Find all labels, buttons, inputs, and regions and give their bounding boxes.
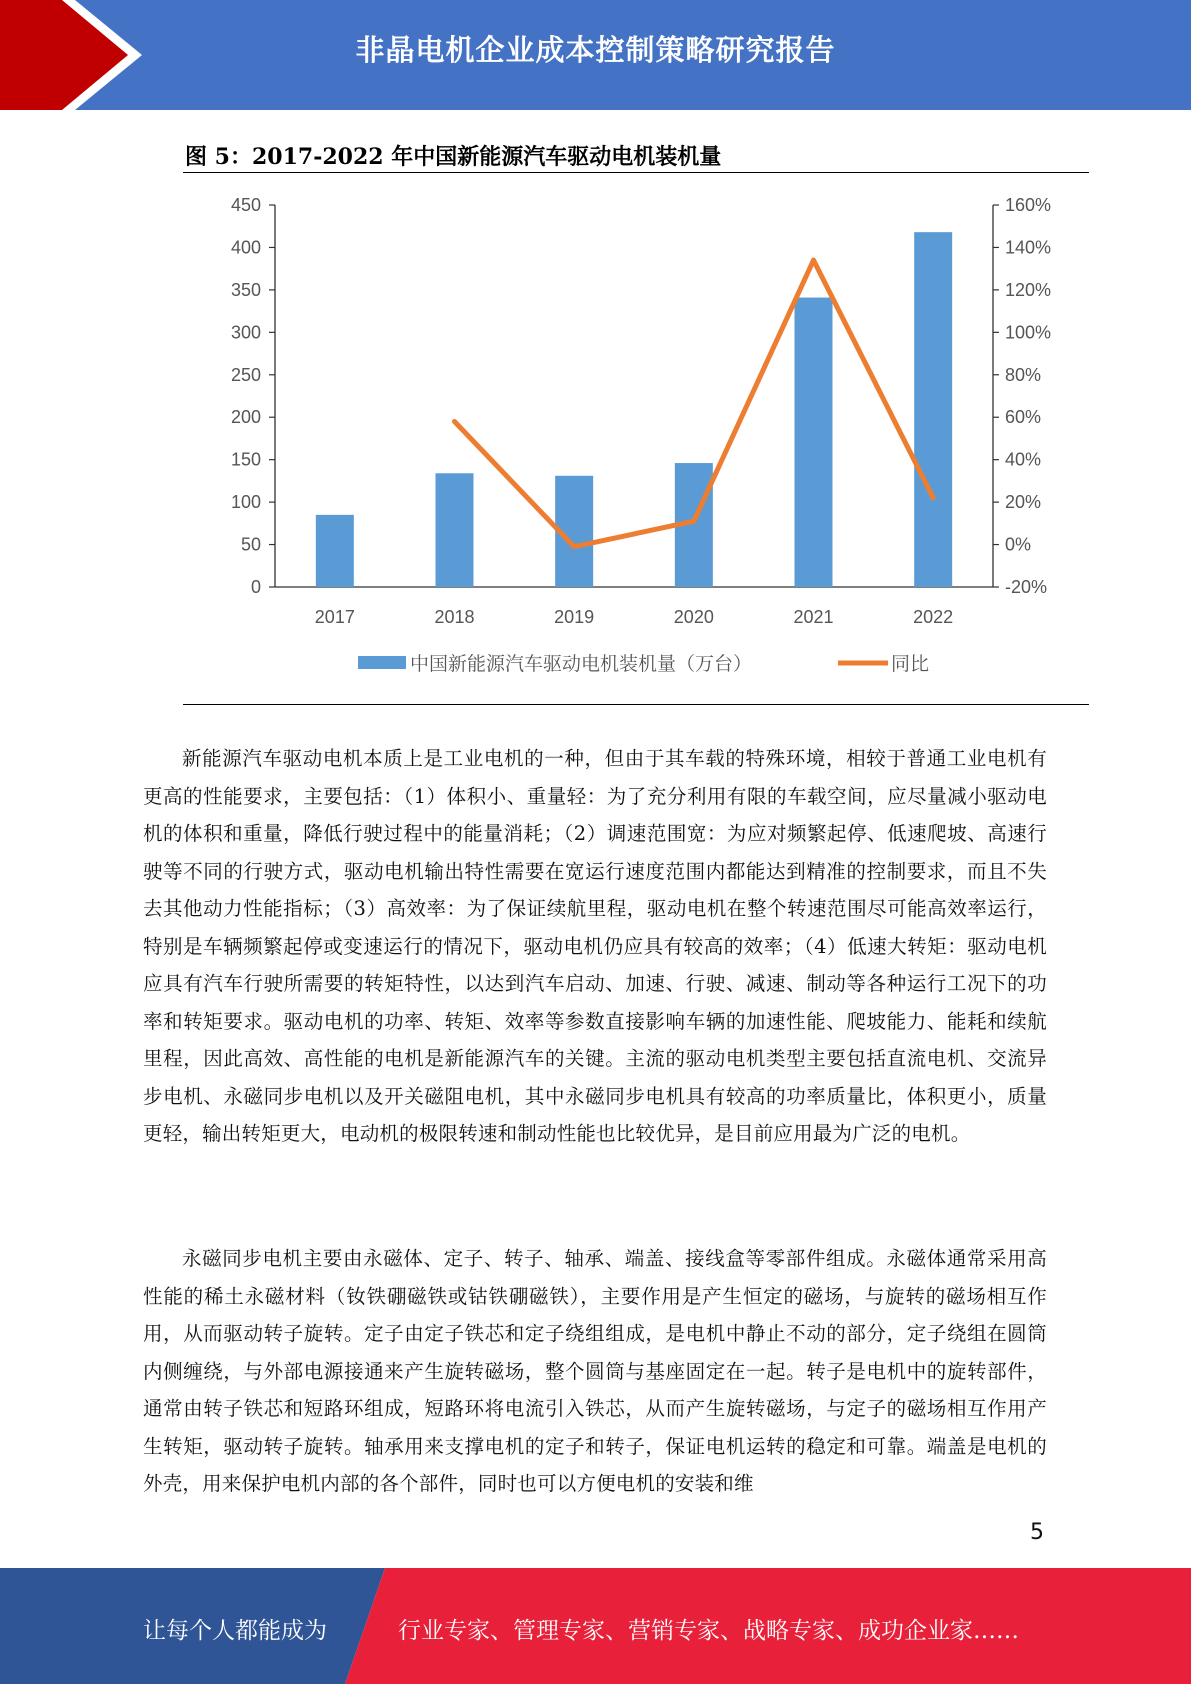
- right-axis-tick-label: 20%: [1005, 492, 1042, 513]
- left-axis-tick-label: 150: [230, 449, 261, 470]
- bar: [316, 515, 354, 587]
- figure-bottom-rule: [183, 704, 1089, 705]
- x-axis-tick-label: 2019: [554, 607, 595, 627]
- yoy-point: [452, 419, 457, 424]
- right-axis-tick-label: 120%: [1005, 279, 1052, 300]
- yoy-point: [572, 544, 577, 549]
- header-title: 非晶电机企业成本控制策略研究报告: [355, 33, 836, 67]
- paragraph-2: 永磁同步电机主要由永磁体、定子、转子、轴承、端盖、接线盒等零部件组成。永磁体通常采用高性能的稀土永磁材料（钕铁硼磁铁或钴铁硼磁铁），主要作用是产生恒定的磁场，与旋转的磁场相互作用，从而驱动转子旋转。定子由定子铁芯和定子绕组组成，是电机中静止不动的部分，定子绕组在圆筒内侧缠绕，与外部电源接通来产生旋转磁场，整个圆筒与基座固定在一起。转子是电机中的旋转部件，通常由转子铁芯和短路环组成，短路环将电流引入铁芯，从而产生旋转磁场，与定子的磁场相互作用产生转矩，驱动转子旋转。轴承用来支撑电机的定子和转子，保证电机运转的稳定和可靠。端盖是电机的外壳，用来保护电机内部的各个部件，同时也可以方便电机的安装和维: [143, 1247, 1047, 1495]
- right-axis-tick-label: 40%: [1005, 449, 1042, 470]
- right-axis-tick-label: 60%: [1005, 407, 1042, 428]
- x-axis-tick-label: 2020: [673, 607, 714, 627]
- left-axis-tick-label: 100: [230, 492, 261, 513]
- footer-slogan-left: 让每个人都能成为: [143, 1618, 327, 1644]
- header-banner: [0, 0, 1191, 110]
- figure-top-rule: [183, 172, 1089, 173]
- legend-line-label: 同比: [891, 653, 930, 675]
- paragraph-1: 新能源汽车驱动电机本质上是工业电机的一种，但由于其车载的特殊环境，相较于普通工业电机有更高的性能要求，主要包括：（1）体积小、重量轻：为了充分利用有限的车载空间，应尽量减小驱动电机的体积和重量，降低行驶过程中的能量消耗；（2）调速范围宽：为应对频繁起停、低速爬坡、高速行驶等不同的行驶方式，驱动电机输出特性需要在宽运行速度范围内都能达到精准的控制要求，而且不失去其他动力性能指标；（3）高效率：为了保证续航里程，驱动电机在整个转速范围尽可能高效率运行，特别是车辆频繁起停或变速运行的情况下，驱动电机仍应具有较高的效率；（4）低速大转矩：驱动电机应具有汽车行驶所需要的转矩特性，以达到汽车启动、加速、行驶、减速、制动等各种运行工况下的功率和转矩要求。驱动电机的功率、转矩、效率等参数直接影响车辆的加速性能、爬坡能力、能耗和续航里程，因此高效、高性能的电机是新能源汽车的关键。主流的驱动电机类型主要包括直流电机、交流异步电机、永磁同步电机以及开关磁阻电机，其中永磁同步电机具有较高的功率质量比，体积更小，质量更轻，输出转矩更大，电动机的极限转速和制动性能也比较优异，是目前应用最为广泛的电机。: [143, 747, 1047, 1145]
- left-axis-tick-label: 400: [230, 237, 261, 258]
- legend-bar-swatch: [358, 656, 406, 669]
- right-axis-tick-label: 80%: [1005, 364, 1042, 385]
- right-axis-tick-label: 100%: [1005, 322, 1052, 343]
- yoy-point: [811, 258, 816, 263]
- left-axis-tick-label: 200: [230, 407, 261, 428]
- yoy-point: [691, 519, 696, 524]
- bar: [436, 473, 474, 587]
- left-axis-tick-label: 300: [230, 322, 261, 343]
- figure-title: 图 5：2017-2022 年中国新能源汽车驱动电机装机量: [185, 144, 722, 170]
- yoy-point: [931, 495, 936, 500]
- page-number: 5: [1030, 1520, 1044, 1545]
- right-axis-tick-label: 0%: [1005, 534, 1032, 555]
- left-axis-tick-label: 250: [230, 364, 261, 385]
- right-axis-tick-label: 140%: [1005, 237, 1052, 258]
- left-axis-tick-label: 50: [240, 534, 261, 555]
- left-axis-tick-label: 0: [250, 577, 261, 597]
- x-axis-tick-label: 2017: [314, 607, 355, 627]
- footer-slogan-right: 行业专家、管理专家、营销专家、战略专家、成功企业家……: [398, 1618, 1019, 1644]
- bar: [795, 298, 833, 587]
- x-axis-tick-label: 2022: [913, 607, 954, 627]
- left-axis-tick-label: 350: [230, 279, 261, 300]
- legend-bar-label: 中国新能源汽车驱动电机装机量（万台）: [410, 653, 753, 675]
- right-axis-tick-label: -20%: [1005, 577, 1048, 597]
- x-axis-tick-label: 2018: [434, 607, 475, 627]
- x-axis-tick-label: 2021: [793, 607, 834, 627]
- bar-line-chart: [183, 180, 1089, 700]
- bar: [914, 232, 952, 587]
- left-axis-tick-label: 450: [230, 195, 261, 215]
- right-axis-tick-label: 160%: [1005, 195, 1052, 215]
